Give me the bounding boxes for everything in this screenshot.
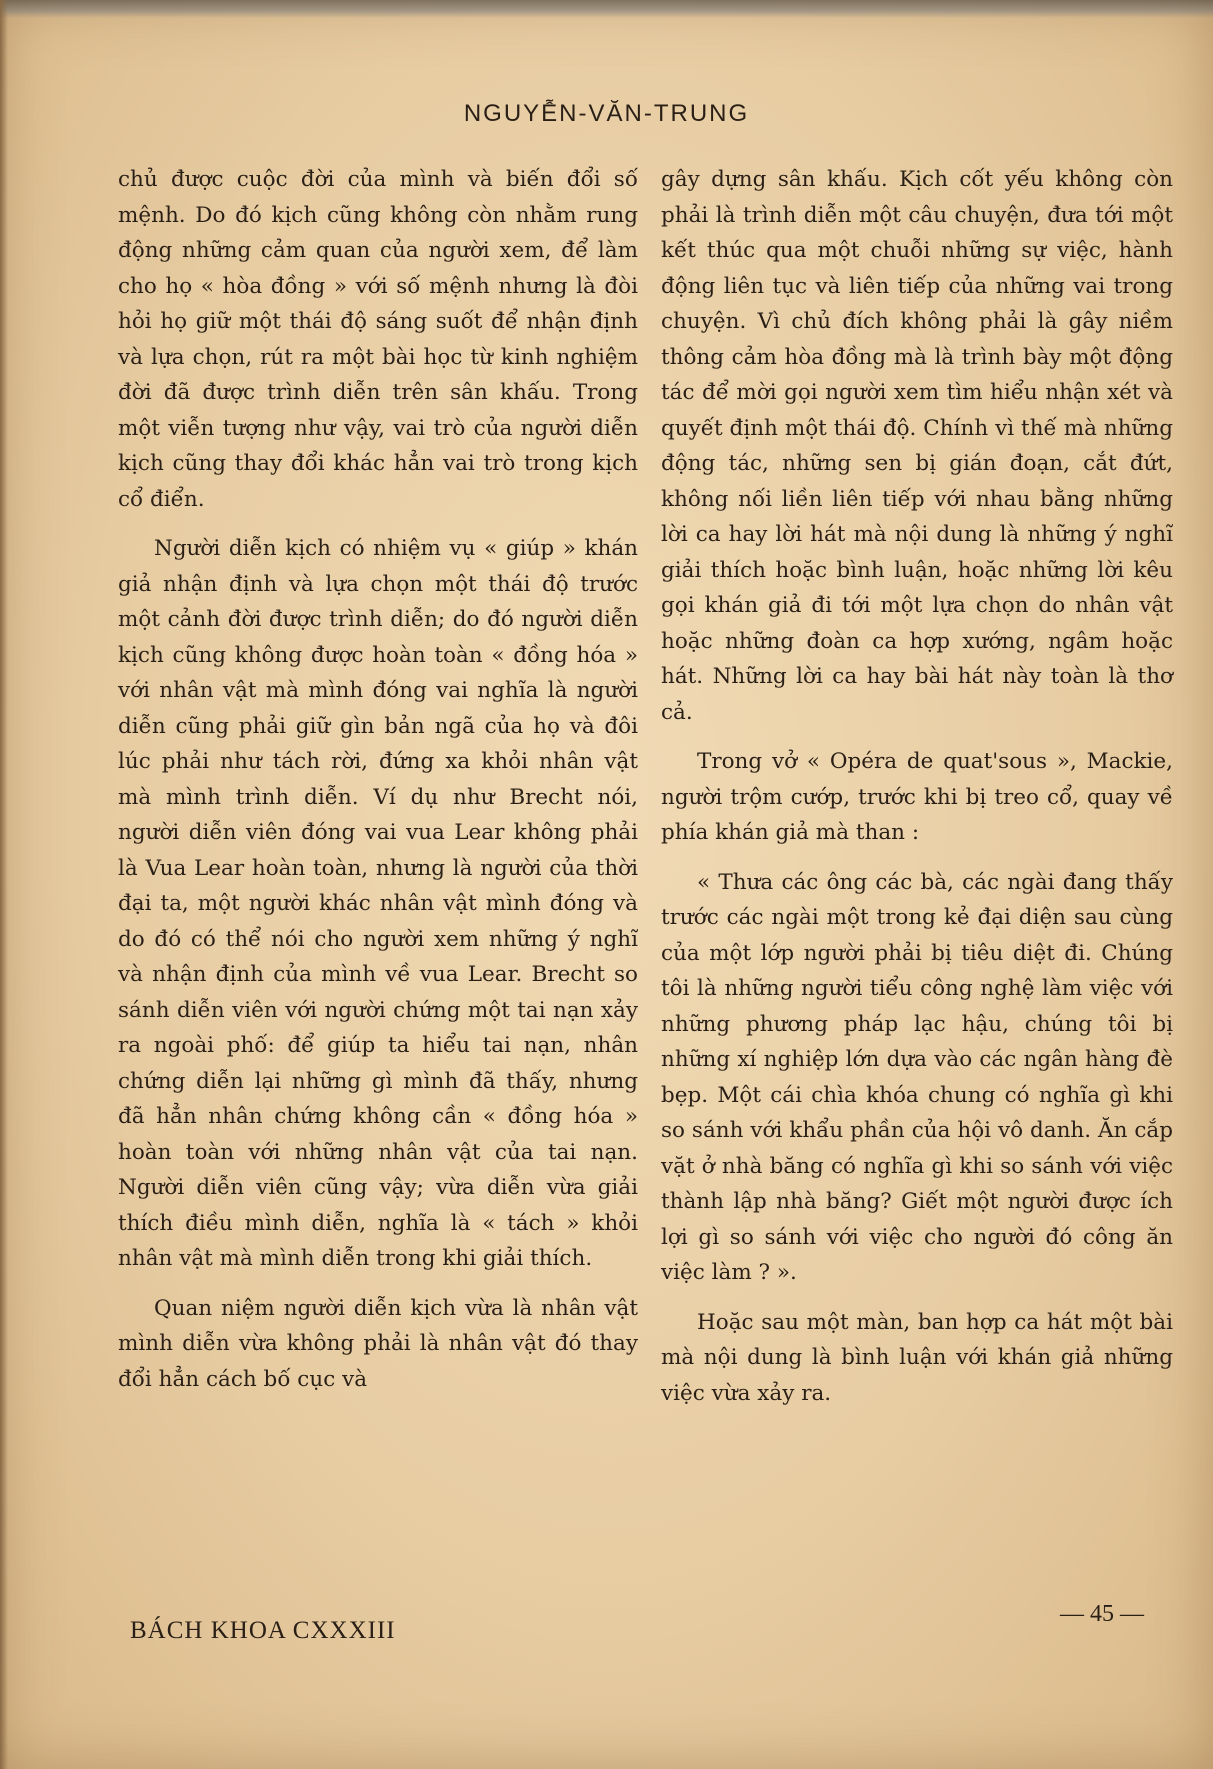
magazine-footer: BÁCH KHOA CXXXIII (130, 1617, 396, 1644)
right-paragraph-1: gây dựng sân khấu. Kịch cốt yếu không còn phải là trình diễn một câu chuyện, đưa tới một kết thúc qua một chuỗi những sự việc, hành động liên tục và liên tiếp của những vai trong chuyện. Vì chủ đích không phải là gây niềm thông cảm hòa đồng mà là trình bày một động tác để mời gọi người xem tìm hiểu nhận xét và quyết định một thái độ. Chính vì thế mà những động tác, những sen bị gián đoạn, cắt đứt, không nối liền liên tiếp với nhau bằng những lời ca hay lời hát mà nội dung là những ý nghĩ giải thích hoặc bình luận, hoặc những lời kêu gọi khán giả đi tới một lựa chọn do nhân vật hoặc những đoàn ca hợp xướng, ngâm hoặc hát. Những lời ca hay bài hát này toàn là thơ cả. (661, 167, 1173, 725)
left-paragraph-2: Người diễn kịch có nhiệm vụ « giúp » khán giả nhận định và lựa chọn một thái độ trước một cảnh đời được trình diễn; do đó người diễn kịch cũng không được hoàn toàn « đồng hóa » với nhân vật mà mình đóng vai nghĩa là người diễn cũng phải giữ gìn bản ngã của họ và đôi lúc phải như tách rời, đứng xa khỏi nhân vật mà mình trình diễn. Ví dụ như Brecht nói, người diễn viên đóng vai vua Lear không phải là Vua Lear hoàn toàn, nhưng là người của thời đại ta, một người khác nhân vật mình đóng và do đó có thể nói cho người xem những ý nghĩ và nhận định của mình về vua Lear. Brecht so sánh diễn viên với người chứng một tai nạn xảy ra ngoài phố: để giúp ta hiểu tai nạn, nhân chứng diễn lại những gì mình đã thấy, nhưng đã hẳn nhân chứng không cần « đồng hóa » hoàn toàn với những nhân vật của tai nạn. Người diễn viên cũng vậy; vừa diễn vừa giải thích điều mình diễn, nghĩa là « tách » khỏi nhân vật mà mình diễn trong khi giải thích. (118, 536, 638, 1271)
right-paragraph-quote: « Thưa các ông các bà, các ngài đang thấy trước các ngài một trong kẻ đại diện sau cùng của một lớp người phải bị tiêu diệt đi. Chúng tôi là những người tiểu công nghệ làm việc với những phương pháp lạc hậu, chúng tôi bị những xí nghiệp lớn dựa vào các ngân hàng đè bẹp. Một cái chìa khóa chung có nghĩa gì khi so sánh với khẩu phần của hội vô danh. Ăn cắp vặt ở nhà băng có nghĩa gì khi so sánh với việc thành lập nhà băng? Giết một người được ích lợi gì so sánh với việc cho người đó công ăn việc làm ? ». (661, 869, 1173, 1285)
running-header: NGUYỄN-VĂN-TRUNG (463, 100, 750, 127)
right-paragraph-4: Hoặc sau một màn, ban hợp ca hát một bài mà nội dung là bình luận với khán giả những việc vừa xảy ra. (661, 1309, 1173, 1406)
left-paragraph-1: chủ được cuộc đời của mình và biến đổi số mệnh. Do đó kịch cũng không còn nhằm rung động những cảm quan của người xem, để làm cho họ « hòa đồng » với số mệnh nhưng là đòi hỏi họ giữ một thái độ sáng suốt để nhận định và lựa chọn, rút ra một bài học từ kinh nghiệm đời đã được trình diễn trên sân khấu. Trong một viễn tượng như vậy, vai trò của người diễn kịch cũng thay đổi khác hẳn vai trò trong kịch cổ điển. (118, 167, 638, 512)
right-paragraph-2: Trong vở « Opéra de quat'sous », Mackie, người trộm cướp, trước khi bị treo cổ, quay về phía khán giả mà than : (661, 749, 1173, 845)
left-paragraph-3: Quan niệm người diễn kịch vừa là nhân vật mình diễn vừa không phải là nhân vật đó thay đổi hẳn cách bố cục và (118, 1295, 638, 1392)
page-top-edge (0, 0, 1213, 18)
left-column (118, 162, 638, 1411)
right-column (661, 162, 1173, 1425)
page-left-edge (0, 0, 8, 1769)
page-number: — 45 — (1060, 1601, 1144, 1627)
